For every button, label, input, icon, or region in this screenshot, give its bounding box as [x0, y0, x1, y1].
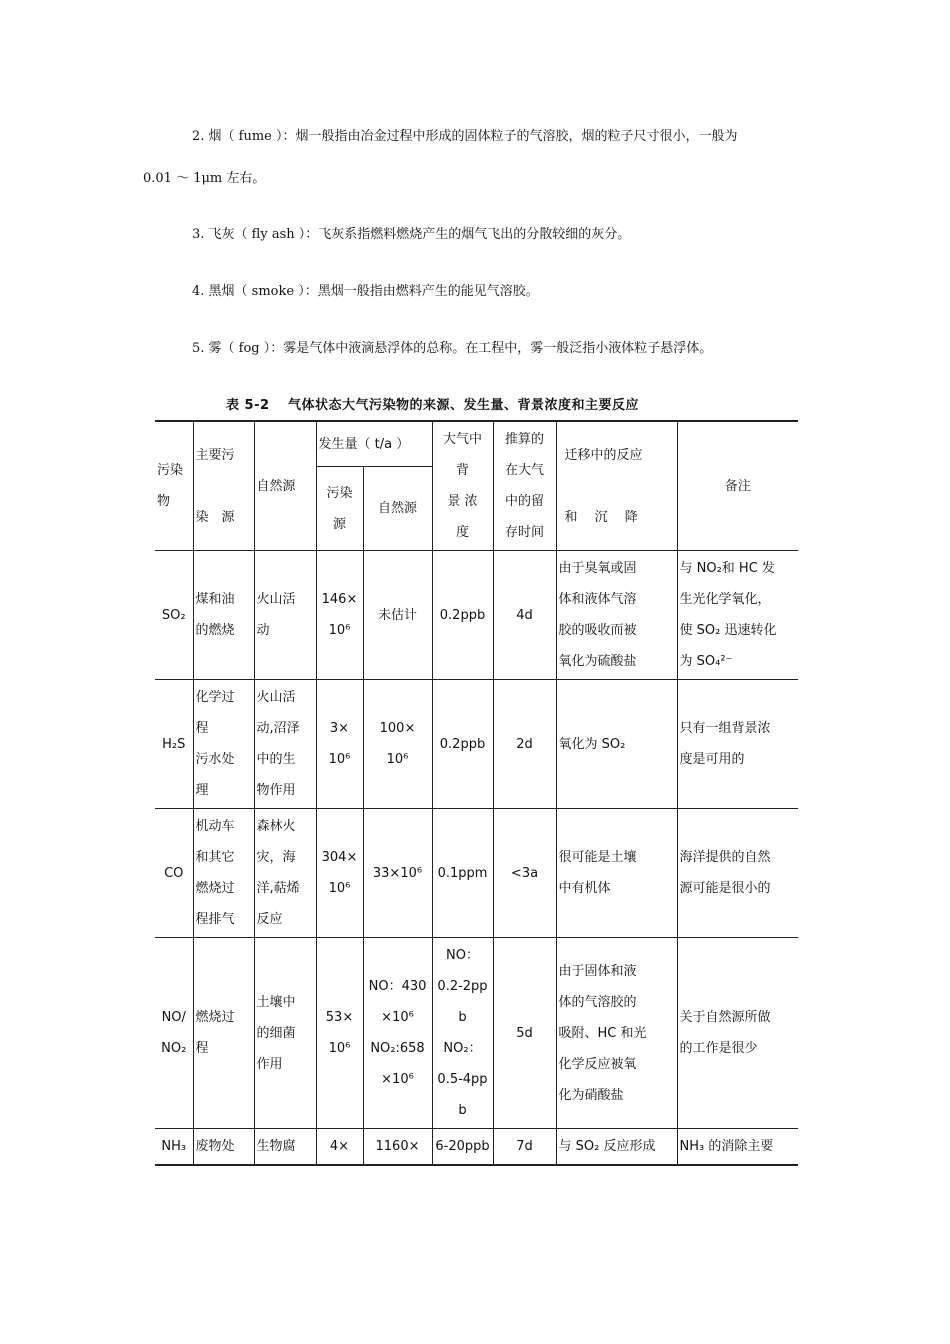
cell-remarks: 与 NO₂和 HC 发 生光化学氧化， 使 SO₂ 迅速转化 为 SO₄²⁻: [677, 551, 798, 680]
cell-pollutant: SO₂: [155, 551, 193, 680]
cell-natural-source: 土壤中 的细菌 作用: [254, 938, 316, 1129]
cell-pollutant: NO/ NO₂: [155, 938, 193, 1129]
cell-emission-natural: 100× 10⁶: [363, 680, 432, 809]
cell-natural-source: 火山活 动,沼泽 中的生 物作用: [254, 680, 316, 809]
cell-reaction: 由于固体和液 体的气溶胶的 吸附、HC 和光 化学反应被氧 化为硝酸盐: [556, 938, 677, 1129]
cell-emission-natural: 33×10⁶: [363, 809, 432, 938]
cell-background: NO： 0.2-2pp b NO₂： 0.5-4pp b: [432, 938, 493, 1129]
header-remarks: 备注: [677, 421, 798, 551]
cell-main-source: 煤和油 的燃烧: [193, 551, 254, 680]
cell-emission-pollution: 304× 10⁶: [316, 809, 363, 938]
header-background: 大气中 背 景 浓 度: [432, 421, 493, 551]
cell-natural-source: 生物腐: [254, 1129, 316, 1166]
table-caption: 表 5-2 气体状态大气污染物的来源、发生量、背景浓度和主要反应: [226, 398, 640, 413]
cell-residence: 4d: [493, 551, 556, 680]
cell-residence: <3a: [493, 809, 556, 938]
cell-pollutant: H₂S: [155, 680, 193, 809]
paragraph-fly-ash: 3. 飞灰（ fly ash ）：飞灰系指燃料燃烧产生的烟气飞出的分散较细的灰分。: [192, 227, 631, 242]
cell-emission-natural: 未估计: [363, 551, 432, 680]
cell-reaction: 由于臭氧或固 体和液体气溶 胶的吸收而被 氧化为硫酸盐: [556, 551, 677, 680]
header-natural-source: 自然源: [254, 421, 316, 551]
cell-background: 0.1ppm: [432, 809, 493, 938]
table-row: [155, 1129, 798, 1166]
cell-reaction: 很可能是土壤 中有机体: [556, 809, 677, 938]
cell-remarks: 海洋提供的自然 源可能是很小的: [677, 809, 798, 938]
cell-emission-pollution: 53× 10⁶: [316, 938, 363, 1129]
cell-main-source: 燃烧过 程: [193, 938, 254, 1129]
cell-background: 0.2ppb: [432, 551, 493, 680]
cell-emission-pollution: 3× 10⁶: [316, 680, 363, 809]
cell-natural-source: 火山活 动: [254, 551, 316, 680]
header-pollutant: 污染 物: [155, 421, 193, 551]
cell-reaction: 与 SO₂ 反应形成: [556, 1129, 677, 1166]
cell-main-source: 化学过 程 污水处 理: [193, 680, 254, 809]
cell-residence: 2d: [493, 680, 556, 809]
paragraph-fog: 5. 雾（ fog ）：雾是气体中液滴悬浮体的总称。在工程中，雾一般泛指小液体粒子悬浮体。: [192, 341, 713, 356]
header-row-1: [155, 421, 798, 467]
table-row: [155, 680, 798, 809]
cell-residence: 5d: [493, 938, 556, 1129]
cell-emission-natural: 1160×: [363, 1129, 432, 1166]
table-row: [155, 809, 798, 938]
cell-emission-pollution: 4×: [316, 1129, 363, 1166]
paragraph-fume-line1: 2. 烟（ fume ）：烟一般指由冶金过程中形成的固体粒子的气溶胶，烟的粒子尺寸很小，一般为: [192, 129, 738, 144]
table-row: [155, 551, 798, 680]
header-emission: 发生量（ t/a ）: [316, 421, 432, 467]
cell-reaction: 氧化为 SO₂: [556, 680, 677, 809]
paragraph-fume-line2: 0.01 ～ 1μm 左右。: [143, 171, 266, 186]
cell-main-source: 废物处: [193, 1129, 254, 1166]
header-emission-pollution: 污染 源: [316, 467, 363, 551]
cell-residence: 7d: [493, 1129, 556, 1166]
cell-remarks: 只有一组背景浓 度是可用的: [677, 680, 798, 809]
pollutant-table: [155, 420, 798, 1166]
header-reaction: 迁移中的反应 和 沉 降: [556, 421, 677, 551]
cell-main-source: 机动车 和其它 燃烧过 程排气: [193, 809, 254, 938]
table-row: [155, 938, 798, 1129]
cell-pollutant: NH₃: [155, 1129, 193, 1166]
cell-natural-source: 森林火 灾，海 洋,萜烯 反应: [254, 809, 316, 938]
cell-remarks: NH₃ 的消除主要: [677, 1129, 798, 1166]
cell-emission-natural: NO：430 ×10⁶ NO₂:658 ×10⁶: [363, 938, 432, 1129]
paragraph-smoke: 4. 黑烟（ smoke ）：黑烟一般指由燃料产生的能见气溶胶。: [192, 284, 539, 299]
cell-remarks: 关于自然源所做 的工作是很少: [677, 938, 798, 1129]
cell-emission-pollution: 146× 10⁶: [316, 551, 363, 680]
cell-pollutant: CO: [155, 809, 193, 938]
cell-background: 6-20ppb: [432, 1129, 493, 1166]
cell-background: 0.2ppb: [432, 680, 493, 809]
header-main-source: 主要污 染 源: [193, 421, 254, 551]
header-emission-natural: 自然源: [363, 467, 432, 551]
header-residence: 推算的 在大气 中的留 存时间: [493, 421, 556, 551]
